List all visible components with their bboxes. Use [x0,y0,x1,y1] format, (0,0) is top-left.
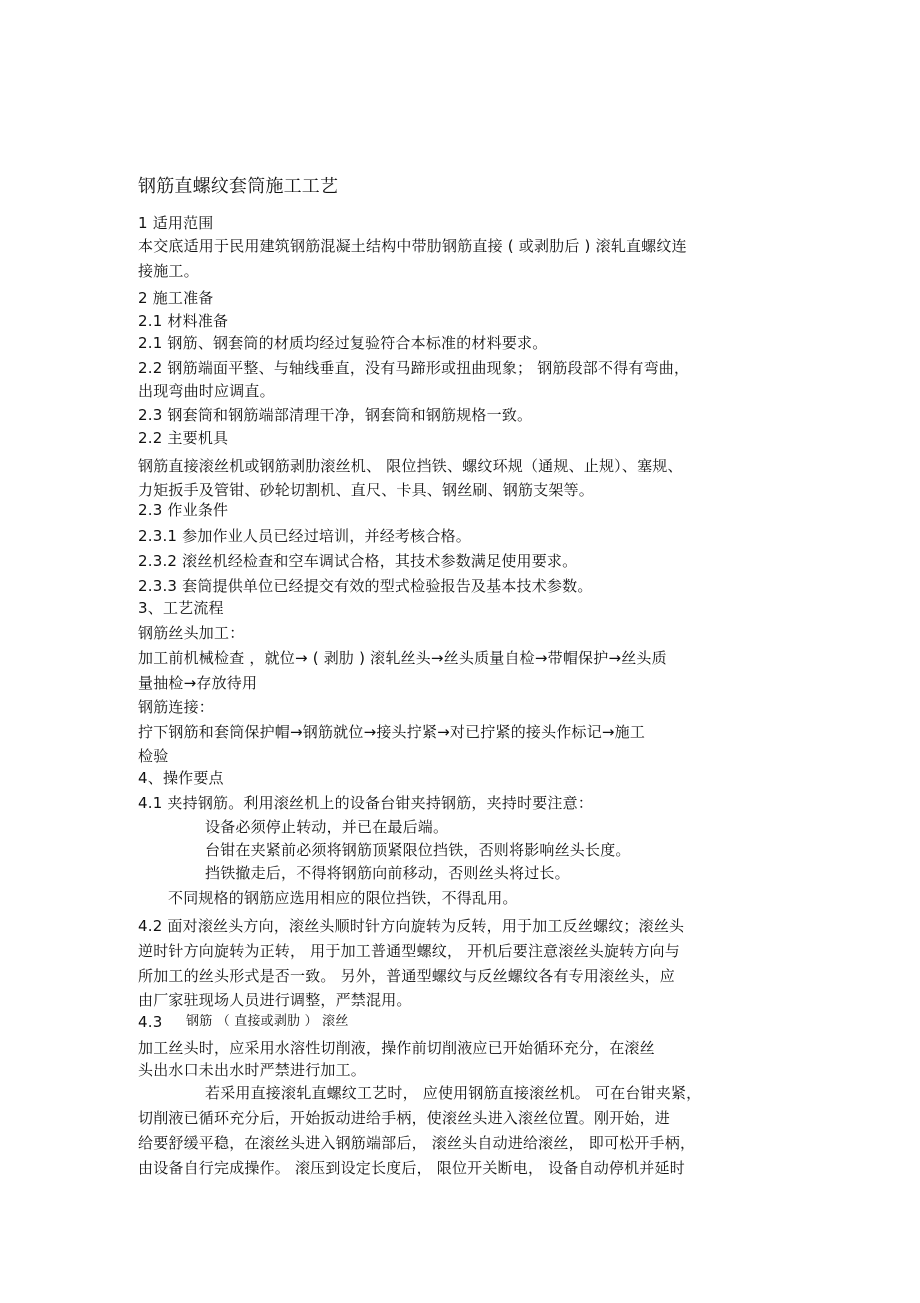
paragraph-line: 量抽检→存放待用 [138,674,258,692]
paragraph-line: 由厂家驻现场人员进行调整，严禁混用。 [138,991,412,1009]
subsection-heading: 2.3 作业条件 [138,501,229,519]
paragraph-line: 逆时针方向旋转为正转， 用于加工普通型螺纹， 开机后要注意滚丝头旋转方向与 [138,942,680,960]
section-heading-4: 4、操作要点 [138,769,224,787]
paragraph-line: 给要舒缓平稳，在滚丝头进入钢筋端部后， 滚丝头自动进给滚丝， 即可松开手柄， [138,1134,696,1152]
paragraph-line: 2.2 钢筋端面平整、与轴线垂直，没有马蹄形或扭曲现象； 钢筋段部不得有弯曲， [138,359,690,377]
paragraph-line: 加工丝头时，应采用水溶性切削液，操作前切削液应已开始循环充分，在滚丝 [138,1039,655,1057]
paragraph-line: 钢筋直接滚丝机或钢筋剥肋滚丝机、 限位挡铁、螺纹环规（通规、止规）、塞规、 [138,457,683,475]
section-heading-1: 1 适用范围 [138,214,214,232]
paragraph-line: 4.1 夹持钢筋。利用滚丝机上的设备台钳夹持钢筋，夹持时要注意： [138,794,594,812]
paragraph-line: 头出水口未出水时严禁进行加工。 [138,1061,367,1079]
paragraph-line: 2.1 钢筋、钢套筒的材质均经过复验符合本标准的材料要求。 [138,334,548,352]
paragraph-line: 挡铁撤走后，不得将钢筋向前移动，否则丝头将过长。 [205,864,570,882]
paragraph-line: 设备必须停止转动，并已在最后端。 [205,818,449,836]
paragraph-line: 接施工。 [138,262,199,280]
paragraph-line: 力矩扳手及管钳、砂轮切割机、直尺、卡具、钢丝刷、钢筋支架等。 [138,481,595,499]
subsection-number: 4.3 [138,1013,163,1031]
paragraph-line: 拧下钢筋和套筒保护帽→钢筋就位→接头拧紧→对已拧紧的接头作标记→施工 [138,723,646,741]
document-title: 钢筋直螺纹套筒施工工艺 [138,176,339,197]
paragraph-line: 不同规格的钢筋应选用相应的限位挡铁，不得乱用。 [168,889,518,907]
paragraph-line: 检验 [138,747,169,765]
paragraph-line: 本交底适用于民用建筑钢筋混凝土结构中带肋钢筋直接 ( 或剥肋后 ) 滚轧直螺纹连 [138,237,687,255]
paragraph-line: 4.2 面对滚丝头方向，滚丝头顺时针方向旋转为反转，用于加工反丝螺纹；滚丝头 [138,917,685,935]
paragraph-line: 钢筋连接： [138,698,215,716]
subsection-heading: 钢筋 （ 直接或剥肋 ） 滚丝 [186,1014,349,1029]
paragraph-line: 加工前机械检查 ，就位→ ( 剥肋 ) 滚轧丝头→丝头质量自检→带帽保护→丝头质 [138,649,667,667]
section-heading-3: 3、工艺流程 [138,599,224,617]
subsection-heading: 2.1 材料准备 [138,312,229,330]
paragraph-line: 2.3.3 套筒提供单位已经提交有效的型式检验报告及基本技术参数。 [138,577,593,595]
section-heading-2: 2 施工准备 [138,289,214,307]
paragraph-line: 由设备自行完成操作。 滚压到设定长度后， 限位开关断电， 设备自动停机并延时 [138,1159,685,1177]
paragraph-line: 2.3 钢套筒和钢筋端部清理干净，钢套筒和钢筋规格一致。 [138,406,533,424]
paragraph-line: 切削液已循环充分后，开始扳动进给手柄，使滚丝头进入滚丝位置。刚开始，进 [138,1109,671,1127]
subsection-heading: 2.2 主要机具 [138,429,229,447]
paragraph-line: 台钳在夹紧前必须将钢筋顶紧限位挡铁，否则将影响丝头长度。 [205,841,631,859]
paragraph-line: 2.3.2 滚丝机经检查和空车调试合格，其技术参数满足使用要求。 [138,552,578,570]
paragraph-line: 若采用直接滚轧直螺纹工艺时， 应使用钢筋直接滚丝机。 可在台钳夹紧， [205,1084,702,1102]
paragraph-line: 2.3.1 参加作业人员已经过培训，并经考核合格。 [138,527,471,545]
paragraph-line: 所加工的丝头形式是否一致。 另外，普通型螺纹与反丝螺纹各有专用滚丝头，应 [138,967,675,985]
paragraph-line: 出现弯曲时应调直。 [138,382,275,400]
paragraph-line: 钢筋丝头加工： [138,624,245,642]
